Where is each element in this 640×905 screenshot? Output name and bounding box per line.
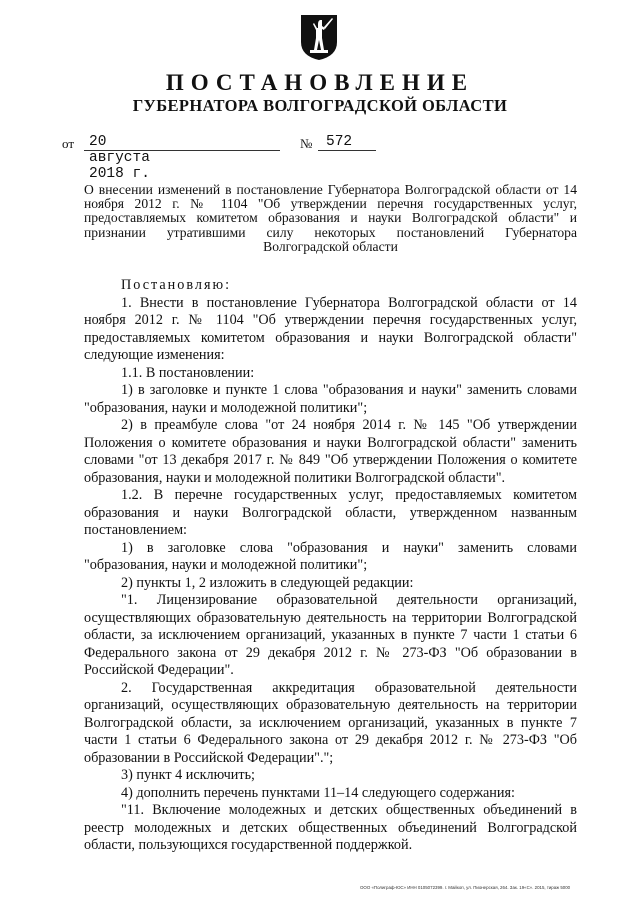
body-paragraph: 1.2. В перечне государственных услуг, предоставляемых комитетом образования и науки Волгоградской области, утвержденном названным постановлением: (84, 487, 577, 538)
document-subtitle: ГУБЕРНАТОРА ВОЛГОГРАДСКОЙ ОБЛАСТИ (132, 96, 508, 115)
body-paragraph: 2. Государственная аккредитация образовательной деятельности организаций, осуществляющих образовательную деятельность на территории Волгоградской области, за исключением организаций, указанных в пункте 7 части 1 статьи 6 Федерального закона от 29 декабря 2012 г. № 273-ФЗ "Об образовании в Российской Федерации"."; (84, 679, 577, 766)
volgograd-emblem-icon (298, 12, 340, 62)
body-paragraph: 1.1. В постановлении: (121, 364, 255, 381)
document-subject: О внесении изменений в постановление Губернатора Волгоградской области от 14 ноября 2012 г. № 1104 "Об утверждении перечня государственных услуг, предоставляемых комитетом образования и науки Волгоградской области" и признании утратившими силу некоторых постановлений Губернатора Волгоградской области (84, 182, 577, 254)
document-title: ПОСТАНОВЛЕНИЕ (165, 70, 475, 95)
body-paragraph: 4) дополнить перечень пунктами 11–14 следующего содержания: (121, 784, 515, 801)
document-number: 572 (326, 134, 353, 150)
body-paragraph: "1. Лицензирование образовательной деятельности организаций, осуществляющих образовательную деятельность на территории Волгоградской области, за исключением организаций, указанных в пункте 7 части 1 статьи 6 Федерального закона от 29 декабря 2012 г. № 273-ФЗ "Об образовании в Российской Федерации". (84, 592, 577, 678)
document-body (84, 277, 577, 855)
body-paragraph: 1) в заголовке слова "образования и науки" заменить словами "образования, науки и молодежной политики"; (84, 539, 577, 573)
printer-imprint: ООО «Полиграф-ЮС» ИНН 0105072399. г. Майкоп, ул. Пионерская, 264. Зак. 19«С». 2015, тираж 5000 (360, 885, 571, 890)
number-label: № (300, 136, 313, 151)
body-paragraph: 2) пункты 1, 2 изложить в следующей редакции: (121, 574, 414, 591)
date-from-label: от (62, 136, 75, 151)
body-paragraph: 3) пункт 4 исключить; (121, 767, 255, 783)
resolve-line: Постановляю: (121, 277, 232, 293)
number-underline (318, 150, 376, 151)
body-paragraph: 2) в преамбуле слова "от 24 ноября 2014 г. № 145 "Об утверждении Положения о комитете образования и науки Волгоградской области" заменить словами "от 13 декабря 2017 г. № 849 "Об утверждении Положения о комитете образования, науки и молодежной политики Волгоградской области". (84, 417, 577, 486)
body-paragraph: 1) в заголовке и пункте 1 слова "образования и науки" заменить словами "образования, науки и молодежной политики"; (84, 382, 577, 416)
document-date: 20 августа 2018 г. (89, 134, 150, 182)
body-paragraph: 1. Внести в постановление Губернатора Волгоградской области от 14 ноября 2012 г. № 1104 "Об утверждении перечня государственных услуг, предоставляемых комитетом образования и науки Волгоградской области" следующие изменения: (84, 294, 577, 363)
body-paragraph: "11. Включение молодежных и детских общественных объединений в реестр молодежных и детских общественных объединений Волгоградской области, пользующихся государственной поддержкой. (84, 802, 577, 853)
